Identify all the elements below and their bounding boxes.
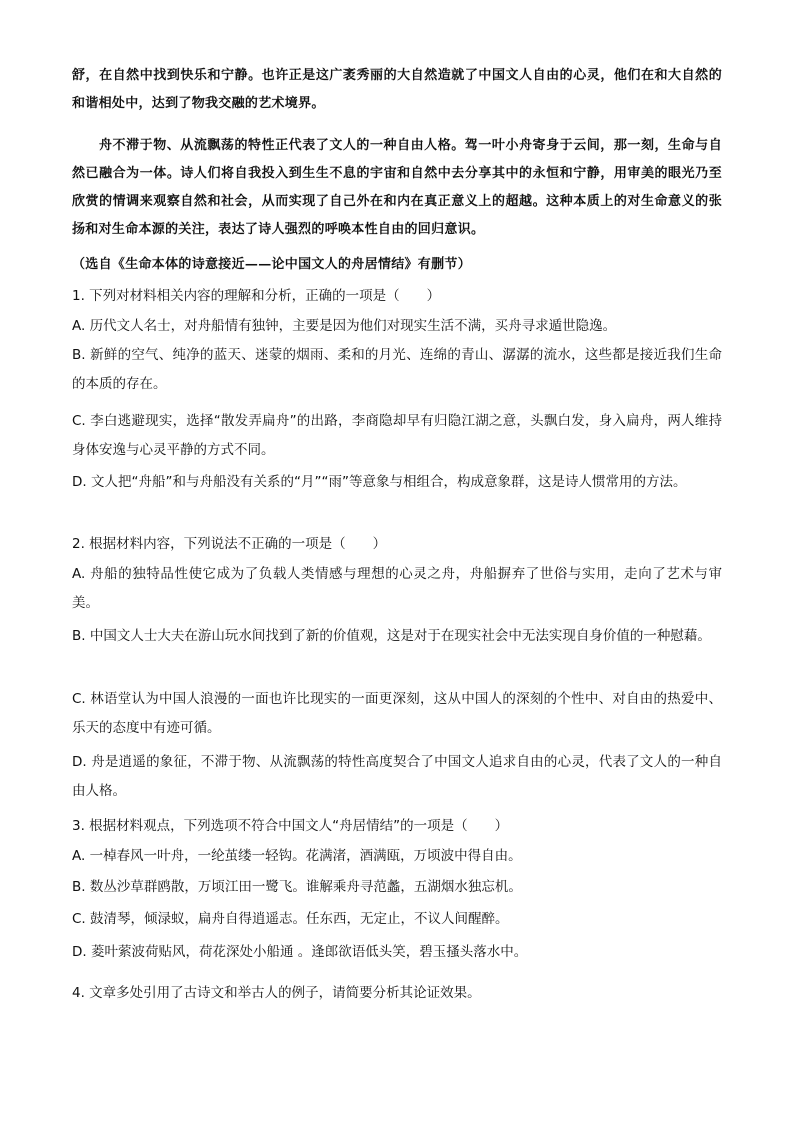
question-1-option-b: B. 新鲜的空气、纯净的蓝天、迷蒙的烟雨、柔和的月光、连绵的青山、潺潺的流水，这些都是接近我们生命的本质的存在。 [72,347,722,392]
passage-source: （选自《生命本体的诗意接近——论中国文人的舟居情结》有删节） [72,257,472,272]
question-2-option-a: A. 舟船的独特品性使它成为了负载人类情感与理想的心灵之舟，舟船摒弃了世俗与实用，走向了艺术与审美。 [72,566,722,611]
question-1-option-d: D. 文人把“舟船”和与舟船没有关系的“月”“雨”等意象与相组合，构成意象群，这是诗人惯常用的方法。 [72,474,687,490]
question-2-option-c: C. 林语堂认为中国人浪漫的一面也许比现实的一面更深刻，这从中国人的深刻的个性中、对自由的热爱中、乐天的态度中有迹可循。 [72,691,722,736]
question-2-stem: 2. 根据材料内容，下列说法不正确的一项是（ ） [72,536,387,552]
question-2-option-b: B. 中国文人士大夫在游山玩水间找到了新的价值观，这是对于在现实社会中无法实现自身价值的一种慰藉。 [72,628,711,644]
question-1-option-a: A. 历代文人名士，对舟船情有独钟，主要是因为他们对现实生活不满，买舟寻求遁世隐逸。 [72,318,617,334]
question-4-stem: 4. 文章多处引用了古诗文和举古人的例子，请简要分析其论证效果。 [72,985,481,1001]
passage-paragraph-1: 舒，在自然中找到快乐和宁静。也许正是这广袤秀丽的大自然造就了中国文人自由的心灵，他们在和大自然的和谐相处中，达到了物我交融的艺术境界。 [72,68,722,111]
question-3-option-d: D. 菱叶萦波荷贴风，荷花深处小船通 。逢郎欲语低头笑，碧玉搔头落水中。 [72,944,528,960]
question-1-stem: 1. 下列对材料相关内容的理解和分析，正确的一项是（ ） [72,288,441,304]
question-3-stem: 3. 根据材料观点，下列选项不符合中国文人“舟居情结”的一项是（ ） [72,818,509,834]
question-3-option-b: B. 数丛沙草群鸥散，万顷江田一鹭飞。谁解乘舟寻范蠡，五湖烟水独忘机。 [72,879,522,895]
question-2-option-d: D. 舟是逍遥的象征，不滞于物、从流飘荡的特性高度契合了中国文人追求自由的心灵，代表了文人的一种自由人格。 [72,754,722,799]
question-3-option-a: A. 一棹春风一叶舟，一纶茧缕一轻钩。花满渚，酒满瓯，万顷波中得自由。 [72,848,522,864]
passage-paragraph-2: 舟不滞于物、从流飘荡的特性正代表了文人的一种自由人格。驾一叶小舟寄身于云间，那一刻，生命与自然已融合为一体。诗人们将自我投入到生生不息的宇宙和自然中去分享其中的永恒和宁静，用审美的眼光乃至欣赏的情调来观察自然和社会，从而实现了自己外在和内在真正意义上的超越。这种本质上的对生命意义的张扬和对生命本源的关注，表达了诗人强烈的呼唤本性自由的回归意识。 [72,138,722,237]
question-3-option-c: C. 鼓清琴，倾渌蚁，扁舟自得逍遥志。任东西，无定止，不议人间醒醉。 [72,911,509,927]
question-1-option-c: C. 李白逃避现实，选择“散发弄扁舟”的出路，李商隐却早有归隐江湖之意，头飘白发，身入扁舟，两人维持身体安逸与心灵平静的方式不同。 [72,413,722,458]
